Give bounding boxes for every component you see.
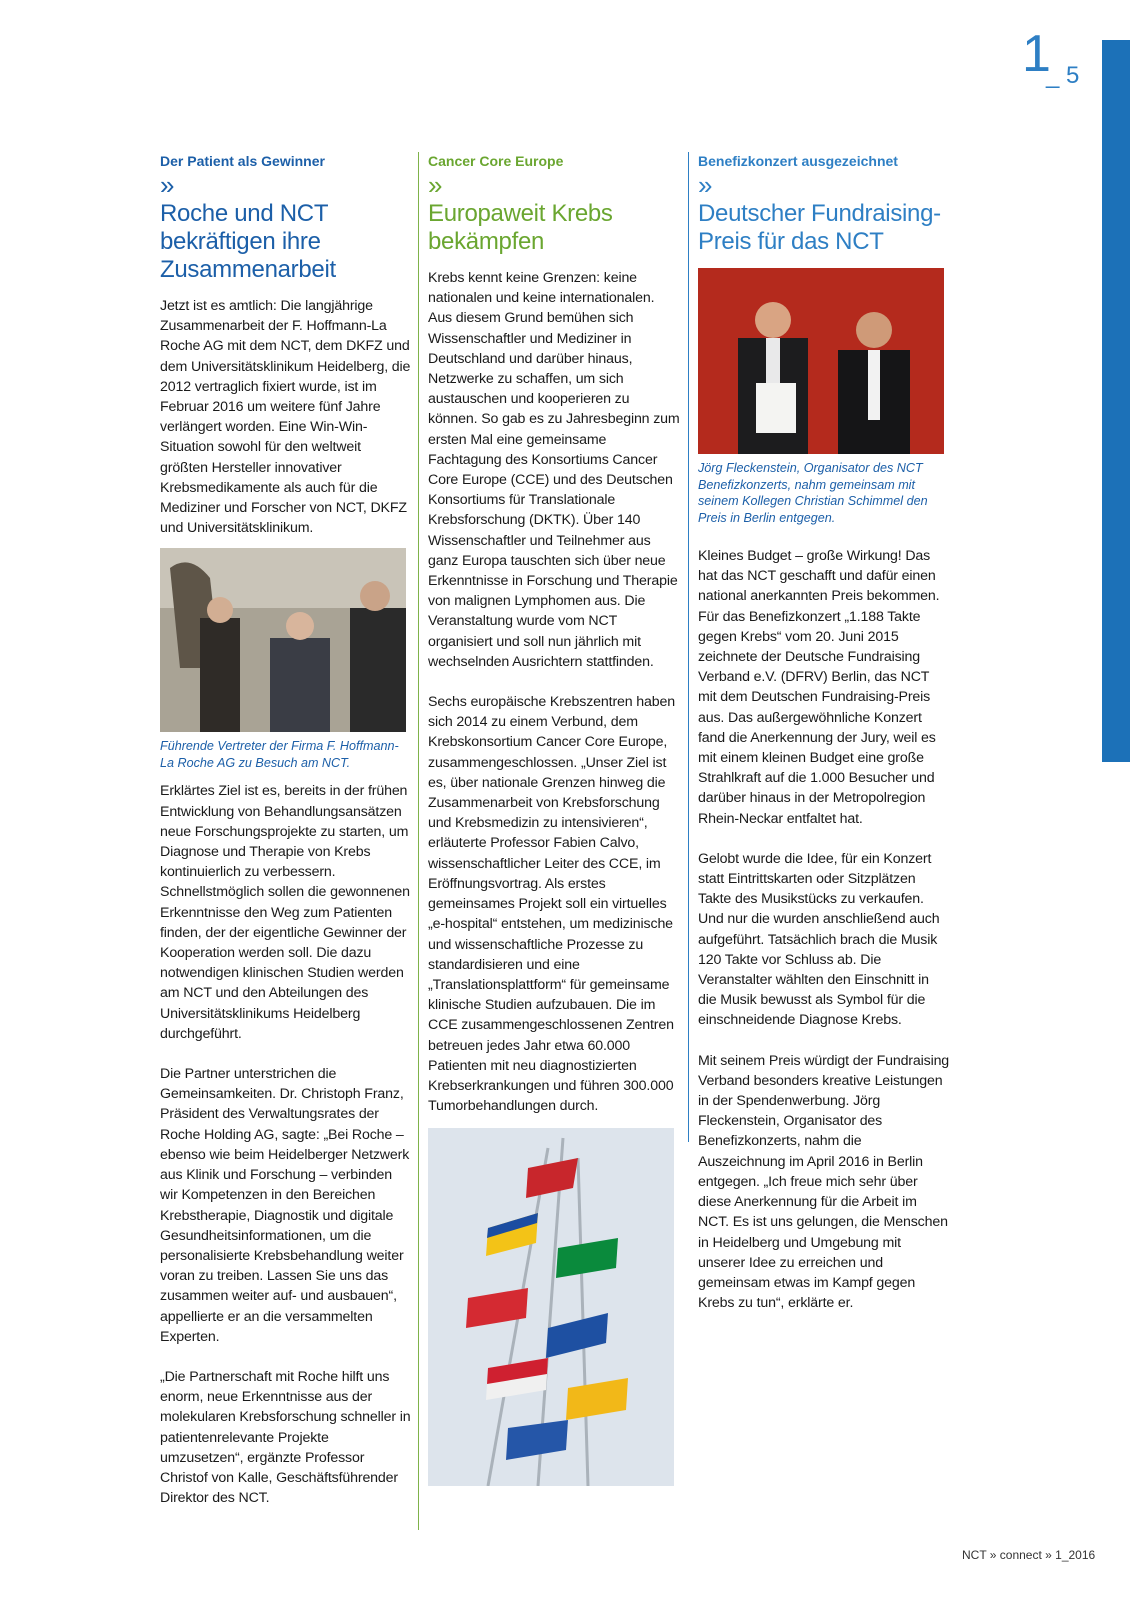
headline-line: bekräftigen ihre — [160, 228, 321, 255]
double-chevron-right-icon: » — [160, 170, 169, 200]
photo-caption: Führende Vertreter der Firma F. Hoffmann-La Roche AG zu Besuch am NCT. — [160, 739, 399, 770]
article-paragraph: Die Partner unterstrichen die Gemeinsamkeiten. Dr. Christoph Franz, Präsident des Verwaltungsrates der Roche Holding AG, sagte: „Bei Roche – ebenso wie beim Heidelberger Netzwerk aus Klinik und Forschung – verbinden wir Kompetenzen in den Bereichen Krebstherapie, Diagnostik und digitale Gesundheitsinformationen, um die personalisierte Krebsbehandlung weiter voran zu treiben. Lassen Sie uns das zusammen weiter auf- und ausbauen“, appellierte er an die versammelten Experten. — [160, 1066, 410, 1345]
article-roche — [160, 152, 412, 1508]
headline-line: Europaweit Krebs — [428, 200, 613, 227]
article-fundraising-prize — [698, 152, 950, 1313]
headline-line: Preis für das NCT — [698, 228, 884, 255]
article-headline — [698, 200, 950, 256]
article-paragraph: Erklärtes Ziel ist es, bereits in der frühen Entwicklung von Behandlungsansätzen neue Forschungsprojekte zu starten, um Diagnose und Therapie von Krebs kontinuierlich zu verbessern. Schnellstmöglich sollen die gewonnenen Erkenntnisse den Weg zum Patienten finden, der der eigentliche Gewinner der Kooperation werden soll. Die dazu notwendigen klinischen Studien werden am NCT und den Abteilungen des Universitätsklinikums Heidelberg durchgeführt. — [160, 783, 410, 1042]
photo-award-ceremony — [698, 268, 944, 454]
photo-caption: Jörg Fleckenstein, Organisator des NCT Benefizkonzerts, nahm gemeinsam mit seinem Kollegen Christian Schimmel den Preis in Berlin entgegen. — [698, 461, 928, 525]
headline-line: bekämpfen — [428, 228, 545, 255]
double-chevron-right-icon: » — [428, 170, 437, 200]
article-headline — [160, 200, 412, 284]
column-divider-green — [418, 152, 419, 1530]
column-divider-blue — [688, 152, 689, 1142]
article-cancer-core-europe — [428, 152, 680, 1486]
photo-european-flags — [428, 1128, 674, 1486]
article-intro: Jetzt ist es amtlich: Die langjährige Zusammenarbeit der F. Hoffmann-La Roche AG mit dem NCT, dem DKFZ und dem Universitätsklinikum Heidelberg, die 2012 vertraglich fixiert wurde, ist im Februar 2016 um weitere fünf Jahre verlängert worden. Eine Win-Win-Situation sowohl für den weltweit größten Hersteller innovativer Krebsmedikamente als auch für die Mediziner und Forscher von NCT, DKFZ und Universitätsklinikum. — [160, 298, 411, 537]
article-paragraph: Kleines Budget – große Wirkung! Das hat das NCT geschafft und dafür einen national anerkannten Preis bekommen. Für das Benefizkonzert „1.188 Takte gegen Krebs“ vom 20. Juni 2015 zeichnete der Deutsche Fundraising Verband e.V. (DFRV) Berlin, das NCT mit dem Deutschen Fundraising-Preis aus. Das außergewöhnliche Konzert fand die Anerkennung der Jury, weil es mit einem kleinen Budget eine große Strahlkraft auf die 1.000 Besucher und darüber hinaus in der Metropolregion Rhein-Neckar entfaltet hat. — [698, 548, 940, 827]
photo-roche-visitors — [160, 548, 406, 732]
page-number-major: 1 — [1022, 25, 1051, 83]
page-number — [1022, 25, 1080, 89]
article-kicker: Cancer Core Europe — [428, 153, 564, 169]
article-paragraph: Krebs kennt keine Grenzen: keine nationalen und keine internationalen. Aus diesem Grund bemühen sich Wissenschaftler und Mediziner in Deutschland und darüber hinaus, Netzwerke zu schaffen, um sich austauschen und kooperieren zu können. So gab es zu Jahresbeginn zum ersten Mal eine gemeinsame Fachtagung des Konsortiums Cancer Core Europe (CCE) und des Deutschen Konsortiums für Translationale Krebsforschung (DKTK). Über 140 Wissenschaftler und Teilnehmer aus ganz Europa tauschten sich über neue Erkenntnisse in Forschung und Therapie von malignen Lymphomen aus. Die Veranstaltung wurde vom NCT organisiert und soll nun jährlich mit wechselnden Ausrichtern stattfinden. — [428, 270, 680, 670]
headline-line: Zusammenarbeit — [160, 256, 336, 283]
article-kicker: Benefizkonzert ausgezeichnet — [698, 153, 898, 169]
headline-line: Deutscher Fundraising- — [698, 200, 941, 227]
headline-line: Roche und NCT — [160, 200, 329, 227]
article-paragraph: Mit seinem Preis würdigt der Fundraising Verband besonders kreative Leistungen in der Spendenwerbung. Jörg Fleckenstein, Organisator des Benefizkonzerts, nahm die Auszeichnung im April 2016 in Berlin entgegen. „Ich freue mich sehr über diese Anerkennung für die Arbeit im NCT. Es ist uns gelungen, die Menschen in Heidelberg und Umgebung mit unserer Idee zu erreichen und gemeinsam etwas im Kampf gegen Krebs zu tun“, erklärte er. — [698, 1052, 950, 1312]
article-paragraph: Gelobt wurde die Idee, für ein Konzert statt Eintrittskarten oder Sitzplätzen Takte des Musikstücks zu verkaufen. Und nur die wurden anschließend auch aufgeführt. Tatsächlich brach die Musik 120 Takte vor Schluss ab. Die Veranstalter wählten den Einschnitt in die Musik bewusst als Symbol für die einschneidende Diagnose Krebs. — [698, 850, 940, 1029]
article-paragraph: „Die Partnerschaft mit Roche hilft uns enorm, neue Erkenntnisse aus der molekularen Krebsforschung schneller in patientenrelevante Projekte umzusetzen“, ergänzte Professor Christof von Kalle, Geschäftsführender Direktor des NCT. — [160, 1368, 411, 1507]
article-kicker: Der Patient als Gewinner — [160, 153, 325, 169]
double-chevron-right-icon: » — [698, 170, 707, 200]
article-headline — [428, 200, 680, 256]
page-footer: NCT » connect » 1_2016 — [962, 1548, 1096, 1562]
article-paragraph: Sechs europäische Krebszentren haben sich 2014 zu einem Verbund, dem Krebskonsortium Cancer Core Europe, zusammengeschlossen. „Unser Ziel ist es, über nationale Grenzen hinweg die Zusammenarbeit von Krebsforschung und Krebsmedizin zu intensivieren“, erläuterte Professor Fabien Calvo, wissenschaftlicher Leiter des CCE, im Eröffnungsvortrag. Als erstes gemeinsames Projekt soll ein virtuelles „e-hospital“ entstehen, um medizinische und wissenschaftliche Prozesse zu standardisieren und eine „Translationsplattform“ für gemeinsame klinische Studien aufzubauen. Die im CCE zusammengeschlossenen Zentren betreuen jedes Jahr etwa 60.000 Patienten mit neu diagnostizierten Krebserkrankungen und führen 300.000 Tumorbehandlungen durch. — [428, 694, 675, 1115]
side-color-bar — [1102, 40, 1130, 762]
page-number-minor: _ 5 — [1046, 62, 1080, 89]
